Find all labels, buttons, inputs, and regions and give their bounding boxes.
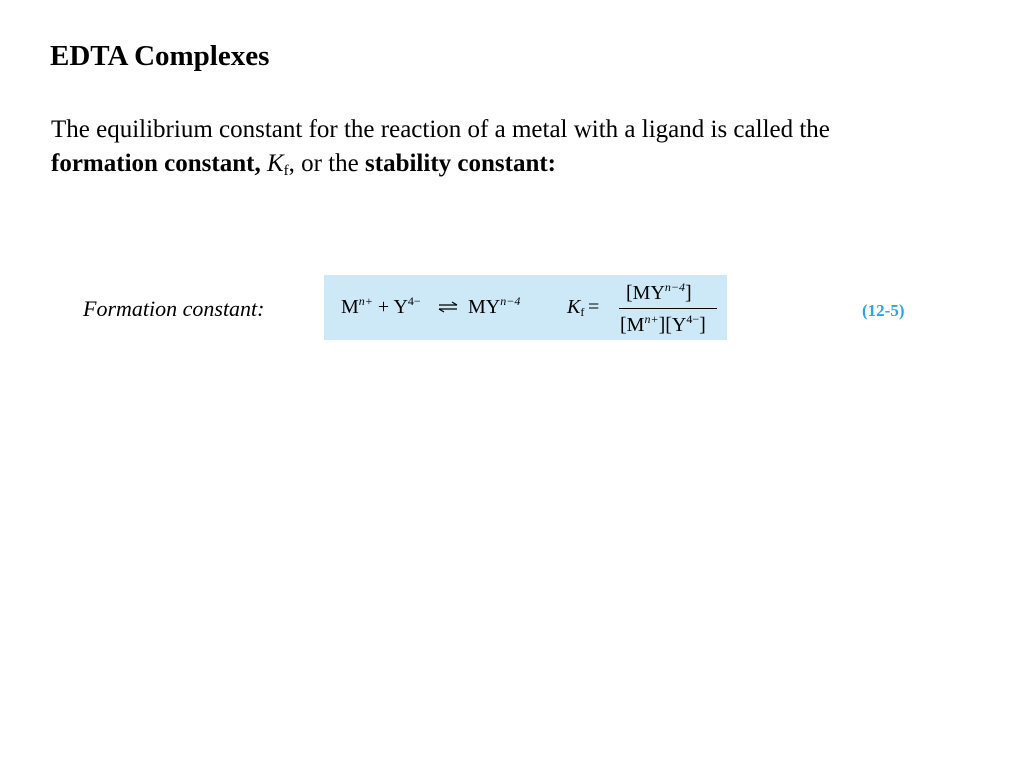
product-charge: n−4 <box>500 294 521 308</box>
ligand-symbol: Y <box>393 296 408 318</box>
denominator-open: [M <box>620 314 645 336</box>
metal-charge: n+ <box>358 294 373 308</box>
intro-connector: , or the <box>288 150 359 177</box>
numerator-close: ] <box>685 282 692 304</box>
fraction-bar <box>619 308 717 309</box>
kf-symbol: K <box>266 150 284 177</box>
denominator-charge-2: 4− <box>686 312 700 326</box>
intro-line-1: The equilibrium constant for the reaction of a metal with a ligand is called the <box>51 116 830 143</box>
intro-paragraph <box>51 113 1001 181</box>
denominator-mid: ][Y <box>658 314 687 336</box>
slide-title: EDTA Complexes <box>50 40 270 72</box>
kf-term <box>567 295 584 319</box>
numerator-charge: n−4 <box>664 280 685 294</box>
equation-number: (12-5) <box>862 301 905 320</box>
formula-box <box>324 275 727 340</box>
product-symbol: MY <box>468 296 501 318</box>
plus-sign: + <box>372 296 394 318</box>
denominator-charge-1: n+ <box>644 312 659 326</box>
term-formation-constant: formation constant, <box>51 150 261 177</box>
equals-sign: = <box>588 296 600 318</box>
numerator-open: [MY <box>626 282 665 304</box>
equilibrium-arrow-icon <box>436 295 460 319</box>
term-stability-constant: stability constant: <box>365 150 557 177</box>
fraction-denominator <box>620 313 706 337</box>
intro-line-2 <box>51 147 1001 181</box>
fraction-numerator <box>626 281 692 305</box>
formula-label: Formation constant: <box>83 296 265 321</box>
reactants <box>341 295 421 319</box>
kf-symbol-eq: K <box>567 296 581 318</box>
kf-subscript-eq: f <box>580 305 585 319</box>
denominator-close: ] <box>699 314 706 336</box>
kf-subscript: f <box>283 163 289 179</box>
metal-symbol: M <box>341 296 359 318</box>
ligand-charge: 4− <box>407 294 421 308</box>
product <box>468 295 520 319</box>
